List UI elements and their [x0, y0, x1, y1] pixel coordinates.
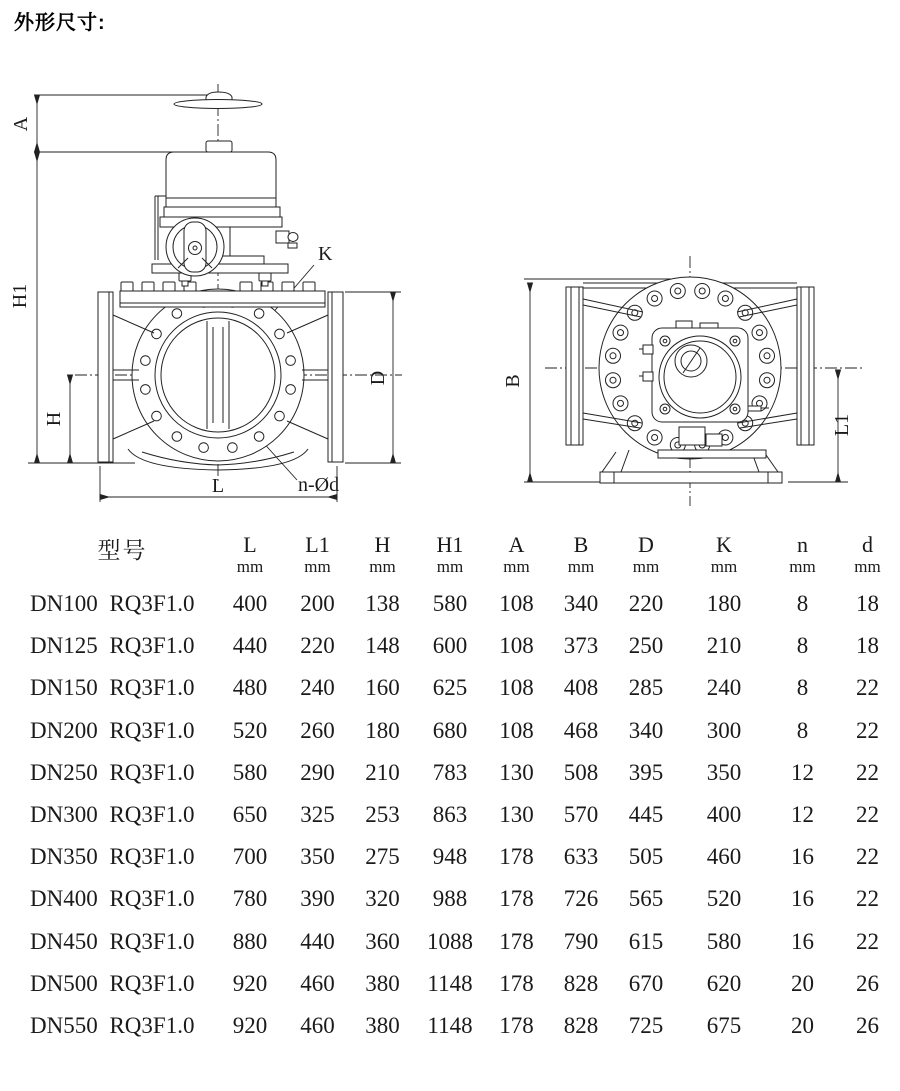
- value-cell: 1148: [427, 970, 473, 996]
- value-cell: 863: [432, 802, 468, 828]
- value-cell: 22: [856, 717, 879, 743]
- value-cell: 380: [365, 970, 400, 996]
- value-cell: 108: [499, 633, 534, 659]
- value-cell: 16: [791, 844, 814, 870]
- value-cell: 400: [706, 802, 742, 828]
- value-cell: 380: [365, 1012, 400, 1038]
- value-cell: 350: [300, 844, 335, 870]
- value-cell: 780: [232, 886, 268, 912]
- page-title: 外形尺寸:: [14, 12, 106, 34]
- value-cell: 210: [365, 759, 400, 785]
- table-row: [30, 752, 900, 794]
- value-cell: 22: [856, 844, 879, 870]
- value-cell: 373: [563, 633, 599, 659]
- column-header-d: d mm: [854, 532, 881, 576]
- value-cell: 920: [232, 970, 268, 996]
- value-cell: 178: [499, 844, 534, 870]
- value-cell: 220: [300, 633, 335, 659]
- value-cell: 670: [628, 970, 664, 996]
- value-cell: 948: [432, 844, 468, 870]
- value-cell: 790: [563, 928, 599, 954]
- value-cell: 360: [365, 928, 400, 954]
- dim-label-k: K: [318, 243, 333, 265]
- column-header-B: B mm: [567, 532, 595, 576]
- value-cell: 108: [499, 675, 534, 701]
- value-cell: 108: [499, 591, 534, 617]
- table-row: [30, 667, 900, 709]
- column-header-L: L mm: [236, 532, 264, 576]
- value-cell: 178: [499, 886, 534, 912]
- value-cell: 12: [791, 802, 814, 828]
- value-cell: 108: [499, 717, 534, 743]
- model-cell: DN150 RQ3F1.0: [30, 675, 195, 701]
- value-cell: 180: [365, 717, 400, 743]
- table-row: [30, 625, 900, 667]
- table-body: [30, 583, 900, 1047]
- value-cell: 828: [563, 1012, 599, 1038]
- value-cell: 726: [563, 886, 599, 912]
- table-header: [30, 532, 900, 583]
- front-view-drawing: [0, 55, 480, 520]
- model-cell: DN300 RQ3F1.0: [30, 802, 195, 828]
- dim-label-d: D: [367, 370, 389, 386]
- value-cell: 178: [499, 928, 534, 954]
- value-cell: 22: [856, 802, 879, 828]
- value-cell: 680: [432, 717, 468, 743]
- value-cell: 650: [232, 802, 268, 828]
- value-cell: 250: [628, 633, 664, 659]
- value-cell: 468: [563, 717, 599, 743]
- table-row: [30, 794, 900, 836]
- model-cell: DN125 RQ3F1.0: [30, 633, 195, 659]
- column-header-H1: H1 mm: [436, 532, 464, 576]
- value-cell: 8: [796, 717, 809, 743]
- table-row: [30, 836, 900, 878]
- value-cell: 20: [791, 970, 814, 996]
- value-cell: 460: [706, 844, 742, 870]
- top-indicator-disc: [174, 92, 262, 109]
- value-cell: 160: [365, 675, 400, 701]
- value-cell: 26: [856, 1012, 879, 1038]
- column-header-D: D mm: [632, 532, 660, 576]
- value-cell: 200: [300, 591, 335, 617]
- model-cell: DN500 RQ3F1.0: [30, 970, 195, 996]
- model-cell: DN100 RQ3F1.0: [30, 591, 195, 617]
- value-cell: 783: [432, 759, 468, 785]
- value-cell: 633: [563, 844, 599, 870]
- dim-label-a: A: [10, 116, 32, 132]
- model-cell: DN200 RQ3F1.0: [30, 717, 195, 743]
- value-cell: 22: [856, 886, 879, 912]
- value-cell: 460: [300, 970, 335, 996]
- value-cell: 12: [791, 759, 814, 785]
- value-cell: 625: [432, 675, 468, 701]
- table-row: [30, 1005, 900, 1047]
- value-cell: 26: [856, 970, 879, 996]
- value-cell: 240: [300, 675, 335, 701]
- value-cell: 440: [300, 928, 335, 954]
- column-header-K: K mm: [710, 532, 738, 576]
- column-header-L1: L1 mm: [304, 532, 331, 576]
- model-cell: DN400 RQ3F1.0: [30, 886, 195, 912]
- model-cell: DN550 RQ3F1.0: [30, 1012, 195, 1038]
- model-cell: DN350 RQ3F1.0: [30, 844, 195, 870]
- value-cell: 8: [796, 675, 809, 701]
- value-cell: 210: [706, 633, 742, 659]
- value-cell: 880: [232, 928, 268, 954]
- value-cell: 340: [628, 717, 664, 743]
- dimensions-table: [30, 532, 900, 1047]
- value-cell: 440: [232, 633, 268, 659]
- value-cell: 285: [628, 675, 664, 701]
- value-cell: 8: [796, 633, 809, 659]
- value-cell: 508: [563, 759, 599, 785]
- value-cell: 580: [432, 591, 468, 617]
- value-cell: 8: [796, 591, 809, 617]
- value-cell: 290: [300, 759, 335, 785]
- table-row: [30, 963, 900, 1005]
- dim-label-n-od: n-Ød: [298, 474, 340, 496]
- value-cell: 700: [232, 844, 268, 870]
- value-cell: 22: [856, 928, 879, 954]
- value-cell: 460: [300, 1012, 335, 1038]
- value-cell: 350: [706, 759, 742, 785]
- value-cell: 260: [300, 717, 335, 743]
- value-cell: 180: [706, 591, 742, 617]
- value-cell: 408: [563, 675, 599, 701]
- value-cell: 325: [300, 802, 335, 828]
- value-cell: 22: [856, 675, 879, 701]
- value-cell: 300: [706, 717, 742, 743]
- value-cell: 988: [432, 886, 468, 912]
- value-cell: 18: [856, 633, 879, 659]
- value-cell: 1148: [427, 1012, 473, 1038]
- value-cell: 580: [706, 928, 742, 954]
- column-header-H: H mm: [369, 532, 396, 576]
- value-cell: 148: [365, 633, 400, 659]
- value-cell: 130: [499, 759, 534, 785]
- value-cell: 570: [563, 802, 599, 828]
- value-cell: 520: [706, 886, 742, 912]
- value-cell: 675: [706, 1012, 742, 1038]
- value-cell: 178: [499, 970, 534, 996]
- table-row: [30, 710, 900, 752]
- value-cell: 565: [628, 886, 664, 912]
- value-cell: 620: [706, 970, 742, 996]
- model-cell: DN450 RQ3F1.0: [30, 928, 195, 954]
- value-cell: 22: [856, 759, 879, 785]
- value-cell: 130: [499, 802, 534, 828]
- value-cell: 340: [563, 591, 599, 617]
- value-cell: 16: [791, 886, 814, 912]
- value-cell: 615: [628, 928, 664, 954]
- value-cell: 275: [365, 844, 400, 870]
- value-cell: 16: [791, 928, 814, 954]
- electric-actuator: [152, 141, 298, 286]
- model-cell: DN250 RQ3F1.0: [30, 759, 195, 785]
- value-cell: 253: [365, 802, 400, 828]
- table-row: [30, 583, 900, 625]
- value-cell: 520: [232, 717, 268, 743]
- value-cell: 828: [563, 970, 599, 996]
- value-cell: 580: [232, 759, 268, 785]
- table-row: [30, 921, 900, 963]
- dim-label-h1: H1: [9, 283, 31, 309]
- table-row: [30, 878, 900, 920]
- value-cell: 725: [628, 1012, 664, 1038]
- value-cell: 600: [432, 633, 468, 659]
- dim-label-l: L: [211, 475, 225, 497]
- value-cell: 20: [791, 1012, 814, 1038]
- handwheel: [166, 218, 224, 276]
- dim-label-b: B: [502, 374, 524, 388]
- dim-label-l1: L1: [831, 413, 853, 437]
- value-cell: 1088: [427, 928, 473, 954]
- value-cell: 445: [628, 802, 664, 828]
- value-cell: 505: [628, 844, 664, 870]
- valve-body: [98, 282, 343, 470]
- column-header-model: 型号: [97, 538, 148, 563]
- value-cell: 395: [628, 759, 664, 785]
- value-cell: 178: [499, 1012, 534, 1038]
- value-cell: 920: [232, 1012, 268, 1038]
- value-cell: 240: [706, 675, 742, 701]
- value-cell: 320: [365, 886, 400, 912]
- value-cell: 18: [856, 591, 879, 617]
- value-cell: 138: [365, 591, 400, 617]
- column-header-n: n mm: [789, 532, 816, 576]
- column-header-A: A mm: [503, 532, 530, 576]
- side-view-drawing: [490, 245, 900, 515]
- value-cell: 480: [232, 675, 268, 701]
- value-cell: 220: [628, 591, 664, 617]
- value-cell: 400: [232, 591, 268, 617]
- value-cell: 390: [300, 886, 335, 912]
- dim-label-h: H: [43, 411, 65, 427]
